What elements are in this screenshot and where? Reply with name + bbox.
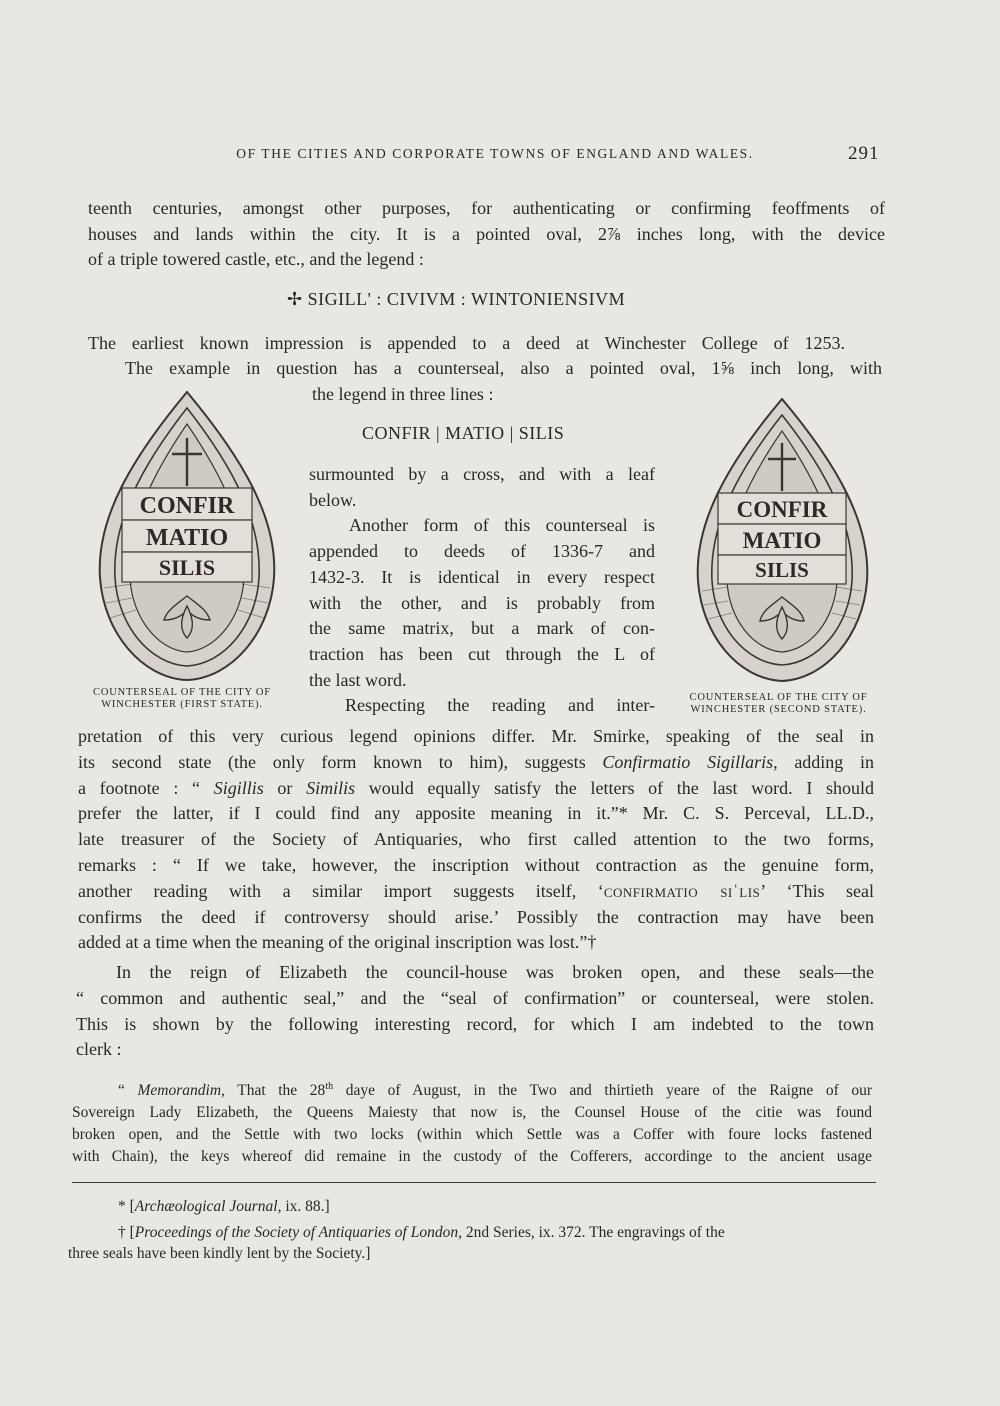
text-line: of a triple towered castle, etc., and the legend : (88, 249, 424, 269)
seal-inscription-line: MATIO (742, 528, 822, 553)
footnote-1: * [Archæological Journal, ix. 88.] (118, 1198, 330, 1215)
running-head: OF THE CITIES AND CORPORATE TOWNS OF ENGLAND AND WALES. (236, 146, 754, 161)
seal-second-state-illustration (690, 395, 875, 685)
seal-inscription-line: MATIO (145, 525, 229, 551)
seal-inscription-line: CONFIR (736, 497, 828, 522)
interpretation-paragraph: pretation of this very curious legend opinions differ. Mr. Smirke, speaking of the seal in its second state (the only form known to him), suggests Confirmatio Sigillaris, adding in a footnote : “ Sigillis or Similis would equally satisfy the letters of the last word. I should prefer the latter, if I could find any apposite meaning in it.”* Mr. C. S. Perceval, LL.D., late treasurer of the Society of Antiquaries, who first called attention to the two forms, remarks : “ If we take, however, the inscription without contraction as the genuine form, another reading with a similar import suggests itself, ‘confirmatio siˈlis’ ‘This seal confirms the deed if controversy should arise.’ Possibly the contraction may have been added at a time when the meaning of the original inscription was lost.”† (78, 726, 875, 953)
seal-first-caption: COUNTERSEAL OF THE CITY OF WINCHESTER (FIRST STATE). (93, 687, 271, 710)
footnote-2: † [Proceedings of the Society of Antiquaries of London, 2nd Series, ix. 372. The engravings of the (118, 1224, 725, 1241)
text-line: houses and lands within the city. It is a pointed oval, 2⅞ inches long, with the device (88, 223, 885, 244)
memorandum-quotation: “ Memorandim, That the 28th daye of August, in the Two and thirtieth yeare of the Raigne of our Sovereign Lady Elizabeth, the Queens Maiesty that now is, the Counsel House of the citie was found broken open, and the Settle with two locks (within which Settle was a Coffer with foure locks fastened with Chain), the keys whereof did remaine in the custody of the Cofferers, accordinge to the ancient usage (72, 1081, 873, 1166)
intro-paragraph (88, 196, 885, 273)
seal-second-caption: COUNTERSEAL OF THE CITY OF WINCHESTER (SECOND STATE). (689, 692, 868, 715)
footnote-2-cont: three seals have been kindly lent by the Society.] (68, 1245, 371, 1262)
text-line: teenth centuries, amongst other purposes, for authenticating or confirming feoffments of (88, 198, 885, 218)
seal-first-state-illustration (92, 388, 282, 686)
counterseal-paragraph: The example in question has a counterseal, also a pointed oval, 1⅝ inch long, with (125, 358, 882, 378)
elizabeth-paragraph: In the reign of Elizabeth the council-house was broken open, and these seals—the “ common and authentic seal,” and the “seal of confirmation” or counterseal, were stolen. This is shown by the following interesting record, for which I am indebted to the town clerk : (76, 962, 874, 1060)
middle-column: surmounted by a cross, and with a leaf below. Another form of this counterseal is appended to deeds of 1336-7 and 1432-3. It is identical in every respect with the other, and is probably from the same matrix, but a mark of con- traction has been cut through the L of the last word. Respecting the reading and inter- (309, 464, 655, 716)
footnote-rule (72, 1182, 876, 1183)
page-number: 291 (848, 143, 880, 164)
seal-inscription-line: SILIS (158, 555, 216, 580)
earliest-impression: The earliest known impression is appended to a deed at Winchester College of 1253. (88, 333, 845, 353)
counterseal-legend: CONFIR | MATIO | SILIS (362, 423, 565, 443)
seal-legend: ✢ SIGILL' : CIVIVM : WINTONIENSIVM (287, 289, 626, 309)
seal-inscription-line: SILIS (755, 558, 809, 582)
seal-inscription-line: CONFIR (139, 493, 235, 519)
counterseal-paragraph-cont: the legend in three lines : (312, 384, 494, 404)
